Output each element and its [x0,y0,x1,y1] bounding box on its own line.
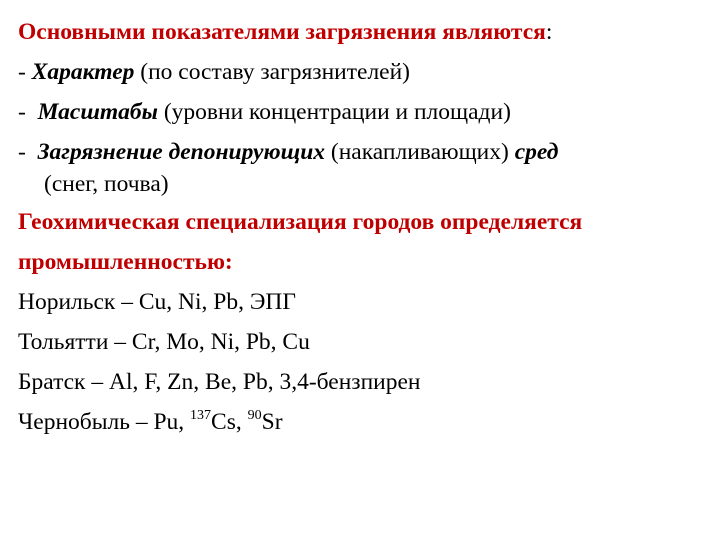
indicator-desc-cont: (снег, почва) [44,171,169,197]
slide-content [18,12,708,446]
section2-title-line2: промышленностью: [18,249,233,275]
indicator-dash: - [18,59,26,85]
isotope-mass-137: 137 [190,408,212,423]
heading-colon: : [545,19,553,45]
city-row-norilsk: Норильск – Cu, Ni, Pb, ЭПГ [18,289,296,315]
indicator-term: Загрязнение депонирующих [37,139,326,165]
indicator-term: Масштабы [37,99,158,125]
indicator-dash: - [18,139,26,165]
indicator-desc: (накапливающих) [325,139,515,165]
indicator-desc: (уровни концентрации и площади) [157,99,511,125]
isotope-mass-90: 90 [247,408,262,423]
indicator-dash: - [18,99,26,125]
indicator-term: Характер [31,59,135,85]
section2-title-line1: Геохимическая специализация городов определяется [18,209,583,235]
chernobyl-prefix: Чернобыль – Pu, [18,409,191,435]
city-row-bratsk: Братск – Al, F, Zn, Be, Pb, 3,4-бензпирен [18,369,421,395]
city-row-tolyatti: Тольятти – Cr, Mo, Ni, Pb, Cu [18,329,310,355]
heading [18,12,708,52]
isotope-cs: Cs, [211,409,248,435]
indicator-item-3 [18,132,708,202]
indicator-term-2: сред [514,139,559,165]
indicator-item-2 [18,92,708,132]
heading-text: Основными показателями загрязнения являются [18,19,546,45]
city-row-chernobyl [18,402,708,446]
isotope-sr: Sr [261,409,283,435]
indicator-item-1 [18,52,708,92]
indicator-desc: (по составу загрязнителей) [134,59,410,85]
